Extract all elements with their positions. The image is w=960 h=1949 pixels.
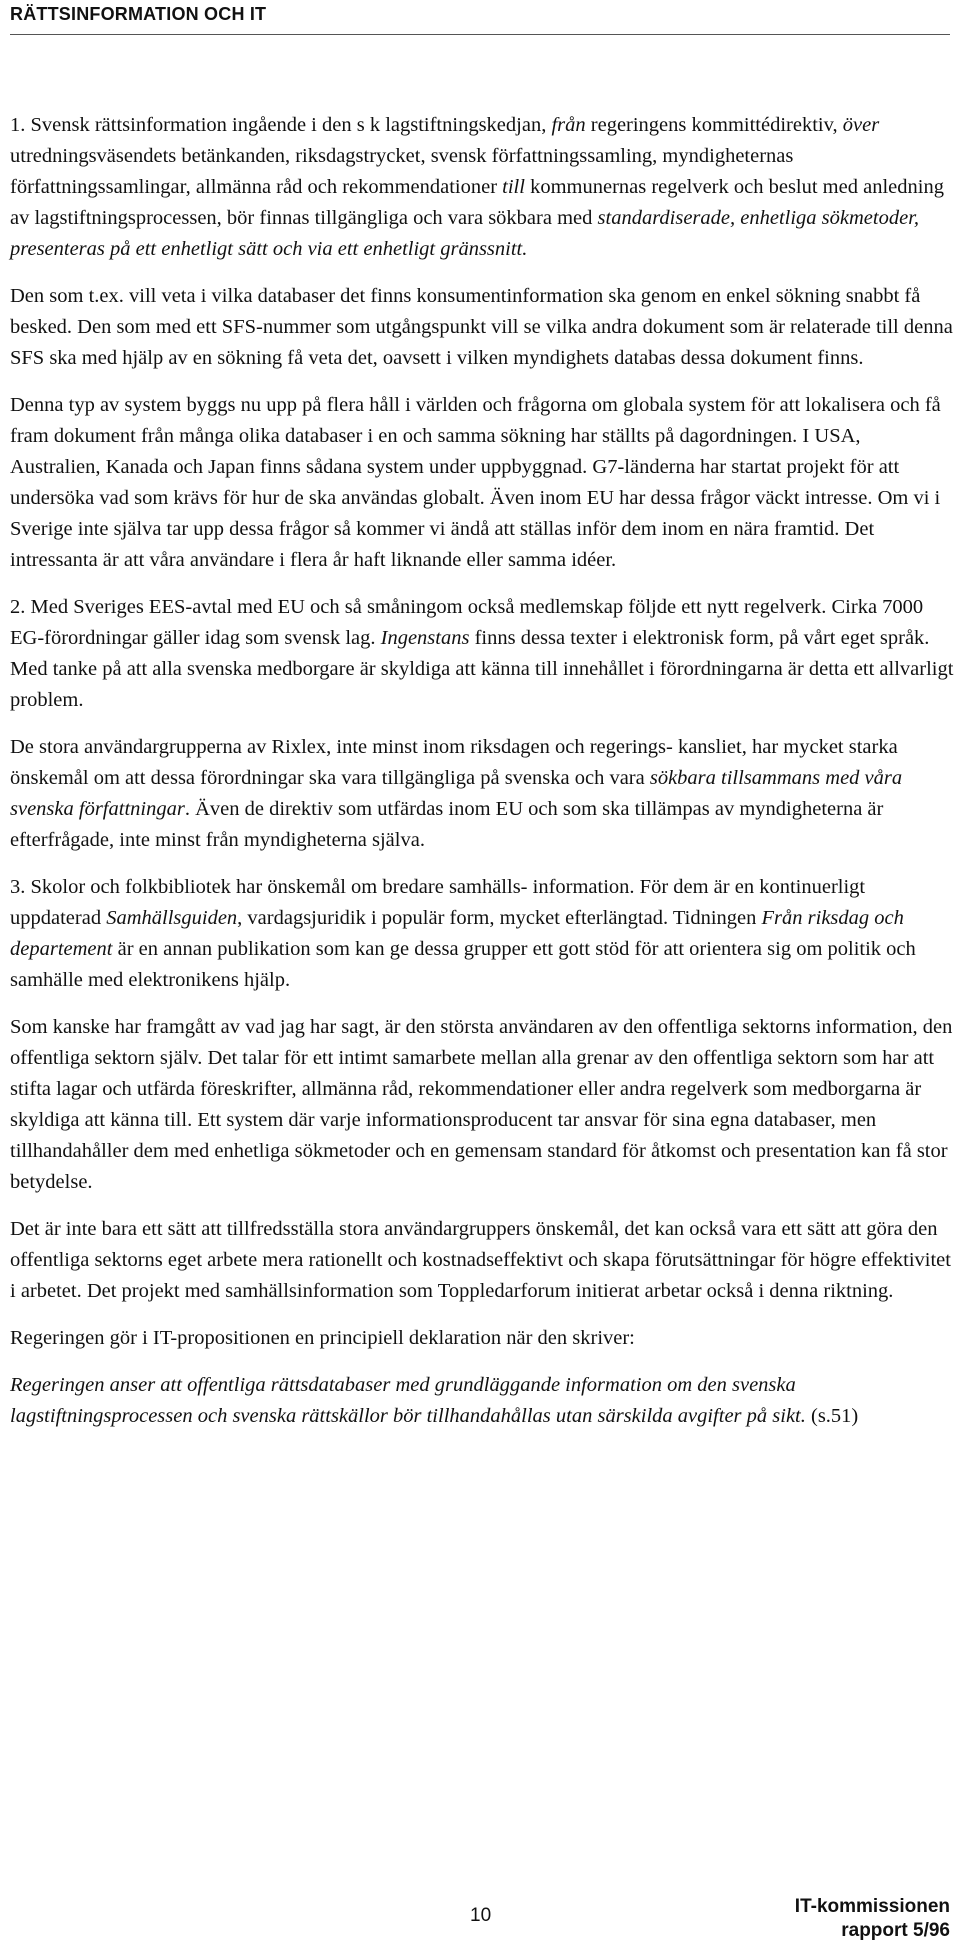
paragraph-text: 1. Svensk rättsinformation ingående i den s k lagstiftningskedjan, — [10, 114, 552, 136]
paragraph — [10, 592, 955, 716]
document-body — [10, 110, 955, 1448]
paragraph — [10, 1214, 955, 1307]
emphasized-text: sökbara tillsammans med våra svenska författningar — [10, 767, 903, 820]
emphasized-text: standardiserade, enhetliga sökmetoder, presenteras på ett enhetligt sätt och via ett enhetligt gränssnitt. — [10, 207, 920, 260]
paragraph — [10, 872, 955, 996]
paragraph-text: De stora användargrupperna av Rixlex, inte minst inom riksdagen och regerings- kansliet, har mycket starka önskemål om att dessa förordningar ska vara tillgängliga på svenska och vara — [10, 736, 898, 789]
paragraph-text: Regeringen gör i IT-propositionen en principiell deklaration när den skriver: — [10, 1327, 635, 1349]
emphasized-text: till — [502, 176, 525, 198]
paragraph-text: regeringens kommittédirektiv, — [585, 114, 843, 136]
emphasized-text: Samhällsguiden — [106, 907, 238, 929]
paragraph — [10, 390, 955, 576]
paragraph-text: 2. Med Sveriges EES-avtal med EU och så småningom också medlemskap följde ett nytt regelverk. Cirka 7000 EG-förordningar gäller idag som svensk lag. — [10, 596, 924, 649]
paragraph-text: kommunernas regelverk och beslut med anledning av lagstiftningsprocessen, bör finnas tillgängliga och vara sökbara med — [10, 176, 944, 229]
paragraph — [10, 1012, 955, 1198]
paragraph-text: är en annan publikation som kan ge dessa grupper ett gott stöd för att orientera sig om politik och samhälle med elektronikens hjälp. — [10, 938, 916, 991]
paragraph-text: Som kanske har framgått av vad jag har sagt, är den största användaren av den offentliga sektorns information, den offentliga sektorn själv. Det talar för ett intimt samarbete mellan alla grenar av den offentliga sektorn som har att stifta lagar och utfärda föreskrifter, allmänna råd, rekommendationer eller andra regelverk som medborgarna är skyldiga att känna till. Ett system där varje informationsproducent tar ansvar för sina egna databaser, men tillhandahåller dem med enhetliga sökmetoder och en gemensam standard för åtkomst och presentation kan få stor betydelse. — [10, 1016, 953, 1193]
footer-publisher: IT-kommissionen — [794, 1896, 950, 1917]
footer-report-number: rapport 5/96 — [841, 1920, 950, 1941]
paragraph — [10, 281, 955, 374]
page-number: 10 — [470, 1905, 492, 1926]
paragraph-text: Den som t.ex. vill veta i vilka databaser det finns konsumentinformation ska genom en enkel sökning snabbt få besked. Den som med ett SFS-nummer som utgångspunkt vill se vilka andra dokument som är relaterade till denna SFS ska med hjälp av en sökning få veta det, oavsett i vilken myndighets databas dessa dokument finns. — [10, 285, 953, 369]
emphasized-text: från — [551, 114, 586, 136]
paragraph — [10, 110, 955, 265]
paragraph-text: , vardagsjuridik i populär form, mycket efterlängtad. Tidningen — [237, 907, 762, 929]
emphasized-text: över — [842, 114, 880, 136]
paragraph-text: finns dessa texter i elektronisk form, på vårt eget språk. Med tanke på att alla svenska medborgare är skyldiga att känna till innehållet i förordningarna är detta ett allvarligt problem. — [10, 627, 954, 711]
paragraph-text: Det är inte bara ett sätt att tillfredsställa stora användargruppers önskemål, det kan också vara ett sätt att göra den offentliga sektorns eget arbete mera rationellt och kostnadseffektivt och skapa förutsättningar för högre effektivitet i arbetet. Det projekt med samhällsinformation som Toppledarforum initierat arbetar också i denna riktning. — [10, 1218, 951, 1302]
emphasized-text: Ingenstans — [380, 627, 470, 649]
footer-publication — [795, 1895, 950, 1943]
paragraph-text: 3. Skolor och folkbibliotek har önskemål om bredare samhälls- information. För dem är en kontinuerligt uppdaterad — [10, 876, 866, 929]
paragraph-text: . Även de direktiv som utfärdas inom EU och som ska tillämpas av myndigheterna är efterfrågade, inte minst från myndigheterna själva. — [10, 798, 884, 851]
emphasized-text: Regeringen anser att offentliga rättsdatabaser med grundläggande information om den svenska lagstiftningsprocessen och svenska rättskällor bör tillhandahållas utan särskilda avgifter på sikt. — [10, 1374, 806, 1427]
running-header: RÄTTSINFORMATION OCH IT — [10, 4, 267, 24]
paragraph-text: (s.51) — [805, 1405, 859, 1427]
emphasized-text: Från riksdag och departement — [10, 907, 904, 960]
header-divider — [10, 34, 950, 35]
paragraph — [10, 732, 955, 856]
paragraph-text: Denna typ av system byggs nu upp på flera håll i världen och frågorna om globala system för att lokalisera och få fram dokument från många olika databaser i en och samma sökning har ställts på dagordningen. I USA, Australien, Kanada och Japan finns sådana system under uppbyggnad. G7-länderna har startat projekt för att undersöka vad som krävs för hur de ska användas globalt. Även inom EU har dessa frågor väckt intresse. Om vi i Sverige inte själva tar upp dessa frågor så kommer vi ändå att ställas inför dem inom en nära framtid. Det intressanta är att våra användare i flera år haft liknande eller samma idéer. — [10, 394, 941, 571]
paragraph — [10, 1323, 955, 1354]
paragraph — [10, 1370, 955, 1432]
paragraph-text: utredningsväsendets betänkanden, riksdagstrycket, svensk författningssamling, myndigheternas författningssamlingar, allmänna råd och rekommendationer — [10, 145, 794, 198]
